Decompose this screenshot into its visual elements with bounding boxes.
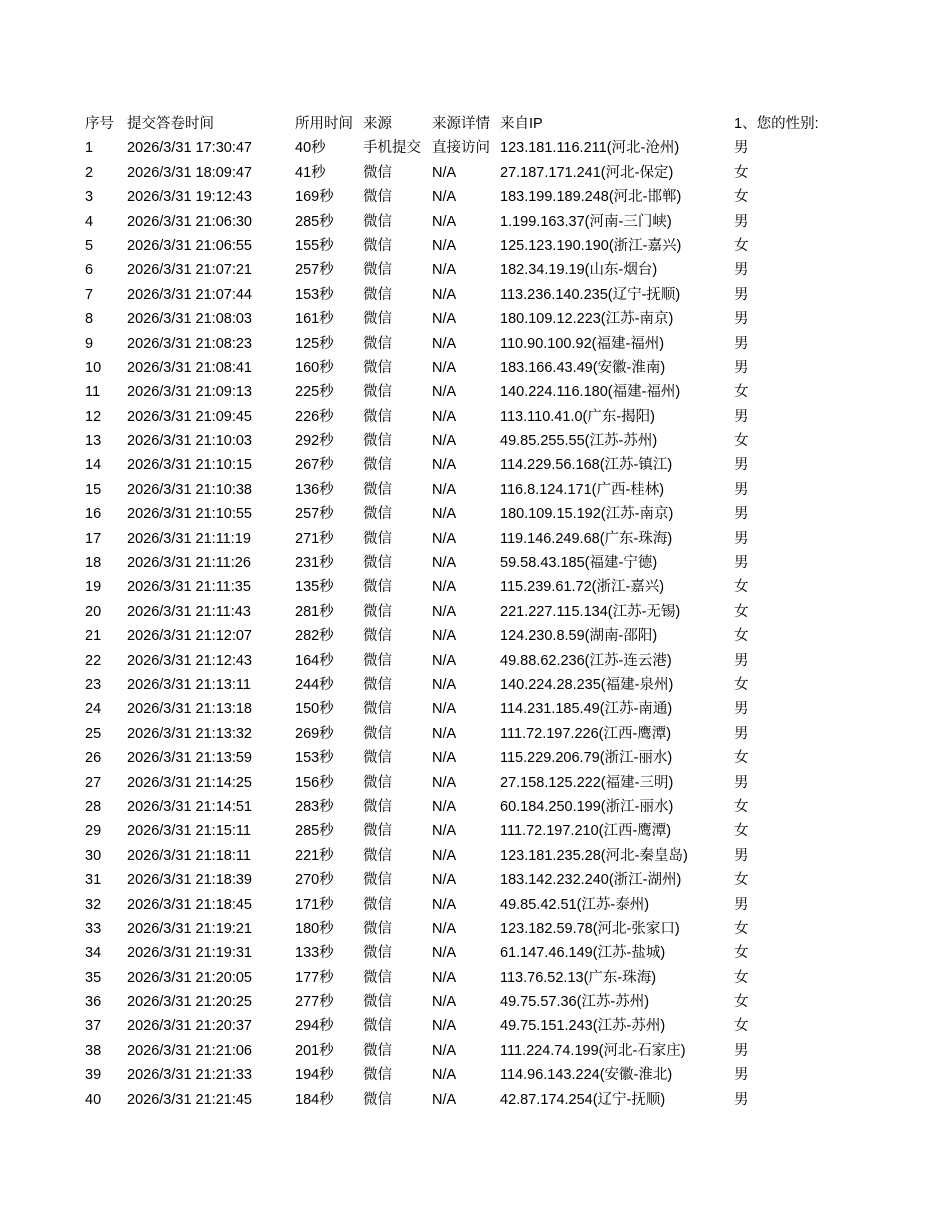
- cell-source: 微信: [363, 872, 392, 889]
- header-ip: 来自IP: [500, 116, 543, 132]
- cell-source-detail: N/A: [432, 262, 457, 279]
- cell-source-detail: N/A: [432, 652, 457, 669]
- cell-index: 22: [85, 652, 102, 669]
- cell-index: 5: [85, 237, 94, 254]
- cell-source: 微信: [363, 1018, 392, 1035]
- cell-duration: 184秒: [295, 1091, 334, 1108]
- cell-duration: 201秒: [295, 1042, 334, 1059]
- cell-gender: 女: [734, 872, 749, 889]
- cell-source: 微信: [363, 189, 392, 206]
- cell-duration: 244秒: [295, 676, 334, 693]
- cell-source: 微信: [363, 262, 392, 279]
- cell-index: 1: [85, 140, 94, 157]
- header-source: 来源: [363, 116, 392, 132]
- cell-gender: 女: [734, 823, 749, 840]
- cell-source-detail: N/A: [432, 213, 457, 230]
- cell-submit-time: 2026/3/31 21:13:59: [127, 750, 252, 767]
- cell-duration: 277秒: [295, 994, 334, 1011]
- cell-index: 16: [85, 506, 102, 523]
- cell-duration: 267秒: [295, 457, 334, 474]
- cell-ip: 110.90.100.92(福建-福州): [500, 335, 665, 352]
- cell-duration: 171秒: [295, 896, 334, 913]
- cell-index: 15: [85, 481, 102, 498]
- cell-source: 微信: [363, 164, 392, 181]
- cell-gender: 女: [734, 237, 749, 254]
- cell-index: 34: [85, 945, 102, 962]
- cell-gender: 女: [734, 628, 749, 645]
- cell-duration: 292秒: [295, 433, 334, 450]
- cell-gender: 男: [734, 262, 749, 279]
- cell-submit-time: 2026/3/31 21:19:31: [127, 945, 252, 962]
- cell-ip: 124.230.8.59(湖南-邵阳): [500, 628, 658, 645]
- cell-duration: 270秒: [295, 872, 334, 889]
- cell-submit-time: 2026/3/31 21:06:55: [127, 237, 252, 254]
- cell-gender: 女: [734, 579, 749, 596]
- cell-source-detail: N/A: [432, 628, 457, 645]
- cell-source-detail: N/A: [432, 457, 457, 474]
- cell-gender: 男: [734, 286, 749, 303]
- cell-ip: 61.147.46.149(江苏-盐城): [500, 945, 666, 962]
- cell-source-detail: N/A: [432, 1091, 457, 1108]
- cell-ip: 123.182.59.78(河北-张家口): [500, 920, 680, 937]
- cell-ip: 113.110.41.0(广东-揭阳): [500, 408, 655, 425]
- cell-source: 微信: [363, 823, 392, 840]
- cell-gender: 男: [734, 1067, 749, 1084]
- cell-ip: 49.75.151.243(江苏-苏州): [500, 1018, 666, 1035]
- cell-gender: 女: [734, 603, 749, 620]
- cell-duration: 281秒: [295, 603, 334, 620]
- cell-index: 14: [85, 457, 102, 474]
- cell-source-detail: N/A: [432, 1067, 457, 1084]
- cell-source-detail: N/A: [432, 433, 457, 450]
- cell-ip: 111.72.197.210(江西-鹰潭): [500, 823, 672, 840]
- cell-ip: 114.96.143.224(安徽-淮北): [500, 1067, 673, 1084]
- cell-index: 33: [85, 920, 102, 937]
- cell-gender: 男: [734, 311, 749, 328]
- cell-ip: 180.109.15.192(江苏-南京): [500, 506, 674, 523]
- cell-index: 38: [85, 1042, 102, 1059]
- cell-source: 微信: [363, 945, 392, 962]
- cell-ip: 140.224.116.180(福建-福州): [500, 384, 681, 401]
- cell-index: 6: [85, 262, 94, 279]
- cell-duration: 194秒: [295, 1067, 334, 1084]
- cell-ip: 49.85.42.51(江苏-泰州): [500, 896, 650, 913]
- cell-ip: 113.236.140.235(辽宁-抚顺): [500, 286, 681, 303]
- cell-ip: 27.187.171.241(河北-保定): [500, 164, 674, 181]
- cell-submit-time: 2026/3/31 21:10:15: [127, 457, 252, 474]
- cell-duration: 160秒: [295, 359, 334, 376]
- cell-duration: 150秒: [295, 701, 334, 718]
- cell-gender: 男: [734, 140, 749, 157]
- cell-source: 微信: [363, 286, 392, 303]
- cell-ip: 59.58.43.185(福建-宁德): [500, 555, 658, 572]
- cell-source: 微信: [363, 603, 392, 620]
- cell-index: 12: [85, 408, 102, 425]
- cell-gender: 男: [734, 359, 749, 376]
- cell-source: 微信: [363, 555, 392, 572]
- cell-source: 微信: [363, 1067, 392, 1084]
- cell-source-detail: N/A: [432, 798, 457, 815]
- cell-index: 24: [85, 701, 102, 718]
- cell-submit-time: 2026/3/31 21:08:03: [127, 311, 252, 328]
- header-submit-time: 提交答卷时间: [127, 116, 214, 132]
- cell-source: 微信: [363, 433, 392, 450]
- cell-duration: 153秒: [295, 286, 334, 303]
- cell-source-detail: N/A: [432, 1018, 457, 1035]
- cell-duration: 135秒: [295, 579, 334, 596]
- cell-duration: 156秒: [295, 774, 334, 791]
- cell-duration: 164秒: [295, 652, 334, 669]
- cell-duration: 161秒: [295, 311, 334, 328]
- cell-duration: 285秒: [295, 213, 334, 230]
- cell-source-detail: N/A: [432, 701, 457, 718]
- cell-submit-time: 2026/3/31 21:20:05: [127, 969, 252, 986]
- cell-gender: 男: [734, 457, 749, 474]
- cell-source: 微信: [363, 408, 392, 425]
- cell-submit-time: 2026/3/31 21:11:43: [127, 603, 251, 620]
- cell-source-detail: N/A: [432, 579, 457, 596]
- cell-ip: 123.181.116.211(河北-沧州): [500, 140, 680, 157]
- cell-source: 微信: [363, 579, 392, 596]
- cell-source-detail: N/A: [432, 994, 457, 1011]
- cell-source: 微信: [363, 798, 392, 815]
- cell-index: 19: [85, 579, 102, 596]
- cell-gender: 女: [734, 994, 749, 1011]
- cell-gender: 男: [734, 1091, 749, 1108]
- cell-submit-time: 2026/3/31 21:09:45: [127, 408, 252, 425]
- cell-submit-time: 2026/3/31 21:08:41: [127, 359, 252, 376]
- cell-duration: 269秒: [295, 725, 334, 742]
- cell-duration: 257秒: [295, 506, 334, 523]
- cell-ip: 114.229.56.168(江苏-镇江): [500, 457, 673, 474]
- cell-duration: 40秒: [295, 140, 326, 157]
- cell-gender: 男: [734, 335, 749, 352]
- cell-index: 37: [85, 1018, 102, 1035]
- cell-source: 微信: [363, 896, 392, 913]
- header-gender-question: 1、您的性别:: [734, 116, 819, 132]
- cell-gender: 女: [734, 676, 749, 693]
- cell-index: 3: [85, 189, 94, 206]
- cell-source-detail: N/A: [432, 408, 457, 425]
- cell-source-detail: N/A: [432, 189, 457, 206]
- cell-submit-time: 2026/3/31 21:06:30: [127, 213, 252, 230]
- cell-submit-time: 2026/3/31 21:10:03: [127, 433, 252, 450]
- cell-submit-time: 2026/3/31 21:18:45: [127, 896, 252, 913]
- cell-ip: 49.85.255.55(江苏-苏州): [500, 433, 658, 450]
- cell-duration: 41秒: [295, 164, 326, 181]
- cell-submit-time: 2026/3/31 21:11:35: [127, 579, 251, 596]
- cell-gender: 女: [734, 945, 749, 962]
- cell-source: 微信: [363, 994, 392, 1011]
- cell-duration: 153秒: [295, 750, 334, 767]
- cell-index: 18: [85, 555, 102, 572]
- cell-source-detail: N/A: [432, 506, 457, 523]
- cell-submit-time: 2026/3/31 21:15:11: [127, 823, 251, 840]
- cell-ip: 115.239.61.72(浙江-嘉兴): [500, 579, 665, 596]
- cell-submit-time: 2026/3/31 21:14:25: [127, 774, 252, 791]
- cell-source: 微信: [363, 652, 392, 669]
- cell-duration: 285秒: [295, 823, 334, 840]
- cell-index: 40: [85, 1091, 102, 1108]
- cell-submit-time: 2026/3/31 21:20:25: [127, 994, 252, 1011]
- cell-index: 17: [85, 530, 102, 547]
- cell-source: 微信: [363, 969, 392, 986]
- cell-duration: 231秒: [295, 555, 334, 572]
- cell-index: 13: [85, 433, 102, 450]
- cell-index: 9: [85, 335, 94, 352]
- cell-source-detail: N/A: [432, 603, 457, 620]
- cell-duration: 155秒: [295, 237, 334, 254]
- cell-source: 手机提交: [363, 140, 421, 157]
- cell-ip: 221.227.115.134(江苏-无锡): [500, 603, 681, 620]
- cell-ip: 140.224.28.235(福建-泉州): [500, 676, 674, 693]
- cell-duration: 226秒: [295, 408, 334, 425]
- cell-source-detail: N/A: [432, 286, 457, 303]
- cell-gender: 女: [734, 798, 749, 815]
- cell-submit-time: 2026/3/31 21:11:26: [127, 555, 251, 572]
- cell-source-detail: N/A: [432, 872, 457, 889]
- cell-duration: 271秒: [295, 530, 334, 547]
- cell-index: 35: [85, 969, 102, 986]
- cell-gender: 男: [734, 530, 749, 547]
- cell-duration: 169秒: [295, 189, 334, 206]
- cell-source: 微信: [363, 847, 392, 864]
- cell-source-detail: N/A: [432, 335, 457, 352]
- cell-submit-time: 2026/3/31 21:20:37: [127, 1018, 252, 1035]
- cell-source-detail: N/A: [432, 847, 457, 864]
- cell-gender: 男: [734, 725, 749, 742]
- cell-gender: 男: [734, 701, 749, 718]
- cell-duration: 294秒: [295, 1018, 334, 1035]
- cell-submit-time: 2026/3/31 17:30:47: [127, 140, 252, 157]
- cell-source: 微信: [363, 359, 392, 376]
- cell-gender: 男: [734, 774, 749, 791]
- cell-ip: 182.34.19.19(山东-烟台): [500, 262, 658, 279]
- cell-source: 微信: [363, 384, 392, 401]
- cell-index: 10: [85, 359, 102, 376]
- cell-index: 21: [85, 628, 102, 645]
- cell-source: 微信: [363, 506, 392, 523]
- cell-index: 30: [85, 847, 102, 864]
- cell-gender: 女: [734, 164, 749, 181]
- cell-source: 微信: [363, 676, 392, 693]
- cell-duration: 221秒: [295, 847, 334, 864]
- cell-duration: 125秒: [295, 335, 334, 352]
- cell-index: 7: [85, 286, 94, 303]
- header-source-detail: 来源详情: [432, 116, 490, 132]
- cell-ip: 116.8.124.171(广西-桂林): [500, 481, 665, 498]
- cell-source-detail: N/A: [432, 750, 457, 767]
- cell-source: 微信: [363, 481, 392, 498]
- cell-source-detail: N/A: [432, 359, 457, 376]
- cell-index: 23: [85, 676, 102, 693]
- cell-duration: 225秒: [295, 384, 334, 401]
- cell-gender: 女: [734, 969, 749, 986]
- cell-index: 2: [85, 164, 94, 181]
- cell-submit-time: 2026/3/31 21:10:38: [127, 481, 252, 498]
- cell-source: 微信: [363, 725, 392, 742]
- cell-source-detail: N/A: [432, 384, 457, 401]
- cell-ip: 183.199.189.248(河北-邯郸): [500, 189, 682, 206]
- cell-gender: 女: [734, 920, 749, 937]
- cell-ip: 113.76.52.13(广东-珠海): [500, 969, 657, 986]
- cell-index: 36: [85, 994, 102, 1011]
- cell-ip: 42.87.174.254(辽宁-抚顺): [500, 1091, 666, 1108]
- cell-source-detail: N/A: [432, 823, 457, 840]
- header-index: 序号: [85, 116, 114, 132]
- cell-source: 微信: [363, 335, 392, 352]
- cell-gender: 男: [734, 506, 749, 523]
- cell-source-detail: N/A: [432, 237, 457, 254]
- cell-ip: 125.123.190.190(浙江-嘉兴): [500, 237, 682, 254]
- cell-gender: 女: [734, 750, 749, 767]
- cell-ip: 180.109.12.223(江苏-南京): [500, 311, 674, 328]
- cell-duration: 136秒: [295, 481, 334, 498]
- cell-ip: 114.231.185.49(江苏-南通): [500, 701, 673, 718]
- cell-source: 微信: [363, 1042, 392, 1059]
- cell-ip: 111.72.197.226(江西-鹰潭): [500, 725, 672, 742]
- cell-source-detail: N/A: [432, 676, 457, 693]
- cell-index: 31: [85, 872, 102, 889]
- cell-source-detail: N/A: [432, 896, 457, 913]
- cell-submit-time: 2026/3/31 21:12:43: [127, 652, 252, 669]
- cell-gender: 女: [734, 384, 749, 401]
- cell-ip: 115.229.206.79(浙江-丽水): [500, 750, 673, 767]
- cell-gender: 男: [734, 896, 749, 913]
- cell-submit-time: 2026/3/31 19:12:43: [127, 189, 252, 206]
- cell-ip: 49.75.57.36(江苏-苏州): [500, 994, 650, 1011]
- cell-index: 39: [85, 1067, 102, 1084]
- cell-submit-time: 2026/3/31 21:11:19: [127, 530, 251, 547]
- cell-source: 微信: [363, 628, 392, 645]
- cell-source-detail: N/A: [432, 481, 457, 498]
- cell-source: 微信: [363, 237, 392, 254]
- cell-index: 4: [85, 213, 94, 230]
- cell-submit-time: 2026/3/31 21:07:21: [127, 262, 252, 279]
- cell-ip: 119.146.249.68(广东-珠海): [500, 530, 673, 547]
- cell-duration: 257秒: [295, 262, 334, 279]
- cell-submit-time: 2026/3/31 21:18:39: [127, 872, 252, 889]
- cell-source: 微信: [363, 701, 392, 718]
- cell-source-detail: N/A: [432, 945, 457, 962]
- cell-ip: 1.199.163.37(河南-三门峡): [500, 213, 672, 230]
- cell-gender: 女: [734, 189, 749, 206]
- cell-index: 25: [85, 725, 102, 742]
- cell-gender: 男: [734, 652, 749, 669]
- cell-submit-time: 2026/3/31 21:18:11: [127, 847, 251, 864]
- cell-ip: 111.224.74.199(河北-石家庄): [500, 1042, 686, 1059]
- cell-submit-time: 2026/3/31 21:13:18: [127, 701, 252, 718]
- cell-duration: 180秒: [295, 920, 334, 937]
- cell-source-detail: N/A: [432, 555, 457, 572]
- cell-duration: 177秒: [295, 969, 334, 986]
- cell-index: 11: [85, 384, 101, 401]
- cell-submit-time: 2026/3/31 21:09:13: [127, 384, 252, 401]
- cell-gender: 男: [734, 408, 749, 425]
- cell-submit-time: 2026/3/31 21:10:55: [127, 506, 252, 523]
- cell-source-detail: N/A: [432, 530, 457, 547]
- cell-source-detail: N/A: [432, 164, 457, 181]
- cell-gender: 男: [734, 481, 749, 498]
- cell-ip: 183.166.43.49(安徽-淮南): [500, 359, 666, 376]
- cell-submit-time: 2026/3/31 21:14:51: [127, 798, 252, 815]
- cell-source: 微信: [363, 213, 392, 230]
- cell-index: 20: [85, 603, 102, 620]
- cell-ip: 27.158.125.222(福建-三明): [500, 774, 674, 791]
- cell-gender: 女: [734, 1018, 749, 1035]
- cell-index: 8: [85, 311, 94, 328]
- cell-submit-time: 2026/3/31 18:09:47: [127, 164, 252, 181]
- cell-index: 29: [85, 823, 102, 840]
- header-duration: 所用时间: [295, 116, 353, 132]
- cell-ip: 49.88.62.236(江苏-连云港): [500, 652, 672, 669]
- cell-source-detail: N/A: [432, 774, 457, 791]
- cell-duration: 282秒: [295, 628, 334, 645]
- cell-source-detail: N/A: [432, 725, 457, 742]
- cell-source: 微信: [363, 311, 392, 328]
- cell-index: 28: [85, 798, 102, 815]
- cell-source-detail: N/A: [432, 920, 457, 937]
- cell-source: 微信: [363, 1091, 392, 1108]
- cell-source: 微信: [363, 530, 392, 547]
- cell-source: 微信: [363, 457, 392, 474]
- cell-ip: 183.142.232.240(浙江-湖州): [500, 872, 682, 889]
- cell-submit-time: 2026/3/31 21:07:44: [127, 286, 252, 303]
- cell-submit-time: 2026/3/31 21:12:07: [127, 628, 252, 645]
- cell-gender: 男: [734, 555, 749, 572]
- cell-submit-time: 2026/3/31 21:21:45: [127, 1091, 252, 1108]
- cell-index: 27: [85, 774, 102, 791]
- cell-submit-time: 2026/3/31 21:13:32: [127, 725, 252, 742]
- cell-submit-time: 2026/3/31 21:21:06: [127, 1042, 252, 1059]
- cell-duration: 283秒: [295, 798, 334, 815]
- cell-submit-time: 2026/3/31 21:19:21: [127, 920, 252, 937]
- cell-gender: 男: [734, 1042, 749, 1059]
- cell-ip: 123.181.235.28(河北-秦皇岛): [500, 847, 688, 864]
- cell-submit-time: 2026/3/31 21:08:23: [127, 335, 252, 352]
- cell-ip: 60.184.250.199(浙江-丽水): [500, 798, 674, 815]
- cell-source-detail: N/A: [432, 1042, 457, 1059]
- cell-source: 微信: [363, 750, 392, 767]
- cell-submit-time: 2026/3/31 21:21:33: [127, 1067, 252, 1084]
- cell-source-detail: 直接访问: [432, 140, 490, 157]
- cell-submit-time: 2026/3/31 21:13:11: [127, 676, 251, 693]
- cell-gender: 男: [734, 213, 749, 230]
- cell-source-detail: N/A: [432, 311, 457, 328]
- cell-source: 微信: [363, 920, 392, 937]
- cell-index: 32: [85, 896, 102, 913]
- cell-duration: 133秒: [295, 945, 334, 962]
- cell-index: 26: [85, 750, 102, 767]
- cell-gender: 女: [734, 433, 749, 450]
- cell-source-detail: N/A: [432, 969, 457, 986]
- cell-gender: 男: [734, 847, 749, 864]
- cell-source: 微信: [363, 774, 392, 791]
